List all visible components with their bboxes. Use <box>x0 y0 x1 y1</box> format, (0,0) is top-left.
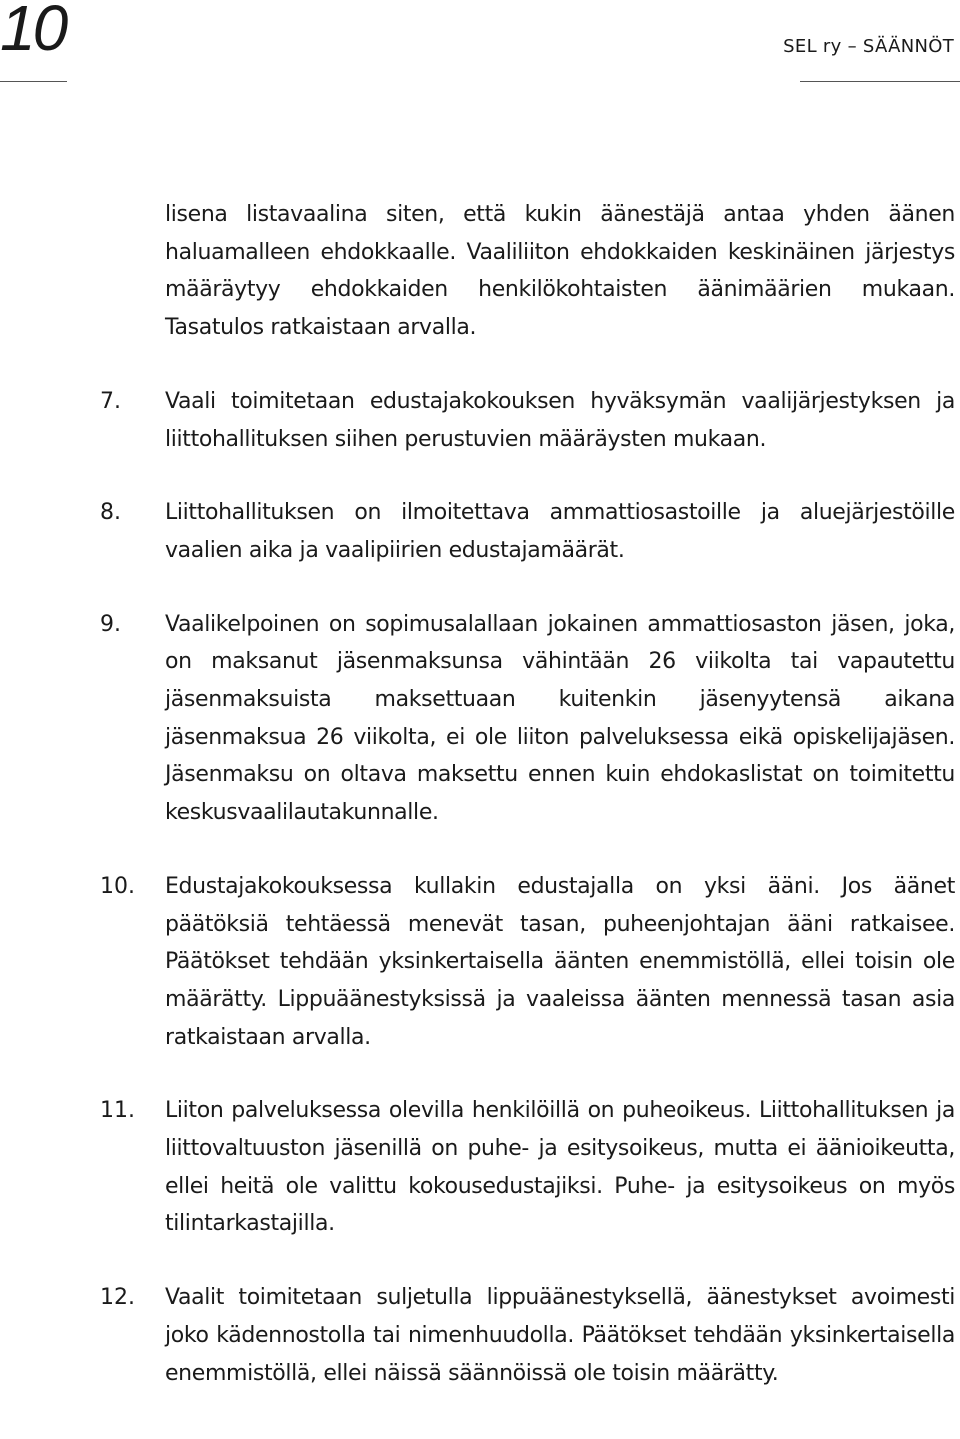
paragraph-text: lisena listavaalina siten, että kukin äänestäjä antaa yhden äänen haluamalleen ehdokkaalle. Vaaliliiton ehdokkaiden keskinäinen järjestys määräytyy ehdokkaiden henkilökohtaisten äänimäärien mukaan. Tasatulos ratkaistaan arvalla. <box>165 202 955 341</box>
paragraph-number: 7. <box>100 388 121 414</box>
paragraph-text: Edustajakokouksessa kullakin edustajalla on yksi ääni. Jos äänet päätöksiä tehtäessä menevät tasan, puheenjohtajan ääni ratkaisee. Päätökset tehdään yksinkertaisella äänten enemmistöllä, ellei toisin ole määrätty. Lippuäänestyksissä ja vaaleissa äänten mennessä tasan asia ratkaistaan arvalla. <box>165 873 955 1050</box>
header-rule <box>800 81 960 82</box>
paragraph-gap <box>0 1243 960 1279</box>
paragraph-gap <box>0 347 960 383</box>
paragraph-text: Vaali toimitetaan edustajakokouksen hyväksymän vaalijärjestyksen ja liittohallituksen siihen perustuvien määräysten mukaan. <box>165 388 955 452</box>
paragraph-gap <box>0 458 960 494</box>
paragraph-8 <box>0 494 960 569</box>
running-header: SEL ry – SÄÄNNÖT <box>783 36 954 57</box>
paragraph-text: Vaalit toimitetaan suljetulla lippuäänestyksellä, äänestykset avoimesti joko kädennostolla tai nimenhuudolla. Päätökset tehdään yksinkertaisella enemmistöllä, ellei näissä säännöissä ole toisin määrätty. <box>165 1285 955 1386</box>
paragraph-number: 9. <box>100 611 121 637</box>
paragraph-text: Vaalikelpoinen on sopimusalallaan jokainen ammattiosaston jäsen, joka, on maksanut jäsenmaksunsa vähintään 26 viikolta tai vapautettu jäsenmaksuista maksettuaan kuitenkin jäsenyytensä aikana jäsenmaksua 26 viikolta, ei ole liiton palveluksessa eikä opiskelijajäsen. Jäsenmaksu on oltava maksettu ennen kuin ehdokaslistat on toimitettu keskusvaalilautakunnalle. <box>165 611 955 826</box>
paragraph-7 <box>0 383 960 458</box>
paragraph-11 <box>0 1092 960 1243</box>
paragraph-number: 10. <box>100 873 135 899</box>
paragraph-12 <box>0 1279 960 1392</box>
paragraph-gap <box>0 1056 960 1092</box>
paragraph-continued <box>0 196 960 347</box>
page-number-rule <box>0 81 67 82</box>
paragraph-number: 11. <box>100 1098 135 1124</box>
page-number: 10 <box>0 0 66 64</box>
paragraph-number: 8. <box>100 500 121 526</box>
paragraph-gap <box>0 832 960 868</box>
paragraph-number: 12. <box>100 1285 135 1311</box>
paragraph-text: Liiton palveluksessa olevilla henkilöillä on puheoikeus. Liittohallituksen ja liittovaltuuston jäsenillä on puhe- ja esitysoikeus, mutta ei äänioikeutta, ellei heitä ole valittu kokousedustajiksi. Puhe- ja esitysoikeus on myös tilintarkastajilla. <box>165 1098 955 1237</box>
paragraph-text: Liittohallituksen on ilmoitettava ammattiosastoille ja aluejärjestöille vaalien aika ja vaalipiirien edustajamäärät. <box>165 500 955 563</box>
paragraph-10 <box>0 868 960 1057</box>
document-body <box>0 196 960 1392</box>
paragraph-9 <box>0 606 960 832</box>
paragraph-gap <box>0 570 960 606</box>
